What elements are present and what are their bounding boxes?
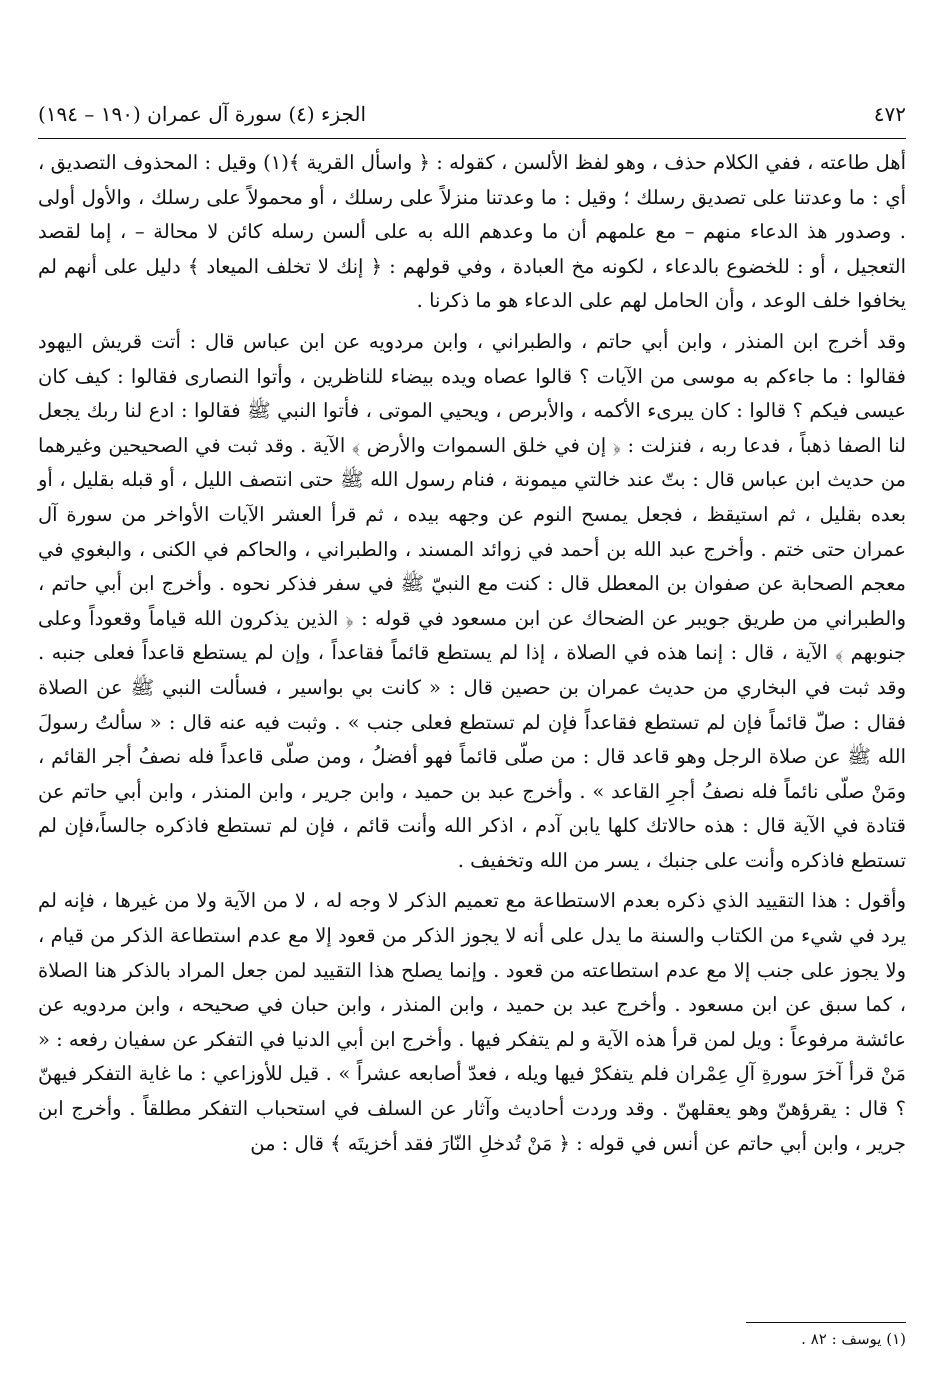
page-number: ٤٧٢: [873, 102, 906, 126]
header-rule: [38, 138, 906, 139]
page-header: [38, 102, 906, 132]
main-text: [38, 146, 906, 1161]
footnote-rule: [746, 1322, 906, 1323]
paragraph-3: وأقول : هذا التقييد الذي ذكره بعدم الاستطاعة مع تعميم الذكر لا وجه له ، لا من الآية ولا من غيرها ، فإنه لم يرد في شيء من الكتاب والسنة ما يدل على أنه لا يجوز الذكر من قعود إلا مع عدم استطاعة الذكر من قيام ، ولا يجوز على جنب إلا مع عدم استطاعته من قعود . وإنما يصلح هذا التقييد لمن جعل المراد بالذكر هنا الصلاة ، كما سبق عن ابن مسعود . وأخرج عبد بن حميد ، وابن المنذر ، وابن حبان في صحيحه ، وابن مردويه عن عائشة مرفوعاً : ويل لمن قرأ هذه الآية و لم يتفكر فيها . وأخرج ابن أبي الدنيا في التفكر عن سفيان رفعه : « مَنْ قرأ آخرَ سورةِ آلِ عِمْران فلم يتفكرْ فيها ويله ، فعدّ أصابعه عشراً » . قيل للأوزاعي : ما غاية التفكر فيهنّ ؟ قال : يقرؤهنّ وهو يعقلهنّ . وقد وردت أحاديث وآثار عن السلف في استحباب التفكر مطلقاً . وأخرج ابن جرير ، وابن أبي حاتم عن أنس في قوله : ﴿ مَنْ تُدخلِ النّارَ فقد أخزيتَه ﴾ قال : من: [38, 889, 907, 1155]
running-title: الجزء (٤) سورة آل عمران (١٩٠ – ١٩٤): [38, 102, 367, 126]
paragraph-1: أهل طاعته ، ففي الكلام حذف ، وهو لفظ الألسن ، كقوله : ﴿ واسأل القرية ﴾(١) وقيل : المحذوف التصديق ، أي : ما وعدتنا على تصديق رسلك ؛ وقيل : ما وعدتنا منزلاً على رسلك ، أو محمولاً على رسلك ، والأول أولى . وصدور هذ الدعاء منهم – مع علمهم أن ما وعدهم الله به على ألسن رسله كائن لا محالة – ، إما لقصد التعجيل ، أو : للخضوع بالدعاء ، لكونه مخ العبادة ، وفي قولهم : ﴿ إنك لا تخلف الميعاد ﴾ دليل على أنهم لم يخافوا خلف الوعد ، وأن الحامل لهم على الدعاء هو ما ذكرنا .: [38, 151, 907, 313]
paragraph-2: وقد أخرج ابن المنذر ، وابن أبي حاتم ، والطبراني ، وابن مردويه عن ابن عباس قال : أتت قريش اليهود فقالوا : ما جاءكم به موسى من الآيات ؟ قالوا عصاه ويده بيضاء للناظرين ، وأتوا النصارى فقالوا : كيف كان عيسى فيكم ؟ قالوا : كان يبرىء الأكمه ، والأبرص ، ويحيي الموتى ، فأتوا النبي ﷺ فقالوا : ادع لنا ربك يجعل لنا الصفا ذهباً ، فدعا ربه ، فنزلت : ﴿ إن في خلق السموات والأرض ﴾ الآية . وقد ثبت في الصحيحين وغيرهما من حديث ابن عباس قال : بتّ عند خالتي ميمونة ، فنام رسول الله ﷺ حتى انتصف الليل ، أو قبله بقليل ، أو بعده بقليل ، ثم استيقظ ، فجعل يمسح النوم عن وجهه بيده ، ثم قرأ العشر الآيات الأواخر من سورة آل عمران حتى ختم . وأخرج عبد الله بن أحمد في زوائد المسند ، والطبراني ، والحاكم في الكنى ، والبغوي في معجم الصحابة عن صفوان بن المعطل قال : كنت مع النبيّ ﷺ في سفر فذكر نحوه . وأخرج ابن أبي حاتم ، والطبراني من طريق جويبر عن الضحاك عن ابن مسعود في قوله : ﴿ الذين يذكرون الله قياماً وقعوداً وعلى جنوبهم ﴾ الآية ، قال : إنما هذه في الصلاة ، إذا لم يستطع قائماً فقاعداً ، وإن لم يستطع قاعداً فعلى جنبه . وقد ثبت في البخاري من حديث عمران بن حصين قال : « كانت بي بواسير ، فسألت النبي ﷺ عن الصلاة فقال : صلّ قائماً فإن لم تستطع فقاعداً فإن لم تستطع فعلى جنب » . وثبت فيه عنه قال : « سألتُ رسولَ الله ﷺ عن صلاة الرجل وهو قاعد قال : من صلّى قائماً فهو أفضلُ ، ومن صلّى قاعداً فله نصفُ أجر القائم ، ومَنْ صلّى نائماً فله نصفُ أجرِ القاعد » . وأخرج عبد بن حميد ، وابن جرير ، وابن المنذر ، وابن أبي حاتم عن قتادة في الآية قال : هذه حالاتك كلها يابن آدم ، اذكر الله وأنت قائم ، فإن لم تستطع فاذكره جالساً،فإن لم تستطع فاذكره وأنت على جنبك ، يسر من الله وتخفيف .: [38, 329, 906, 872]
footnote: (١) يوسف : ٨٢ .: [801, 1330, 906, 1348]
